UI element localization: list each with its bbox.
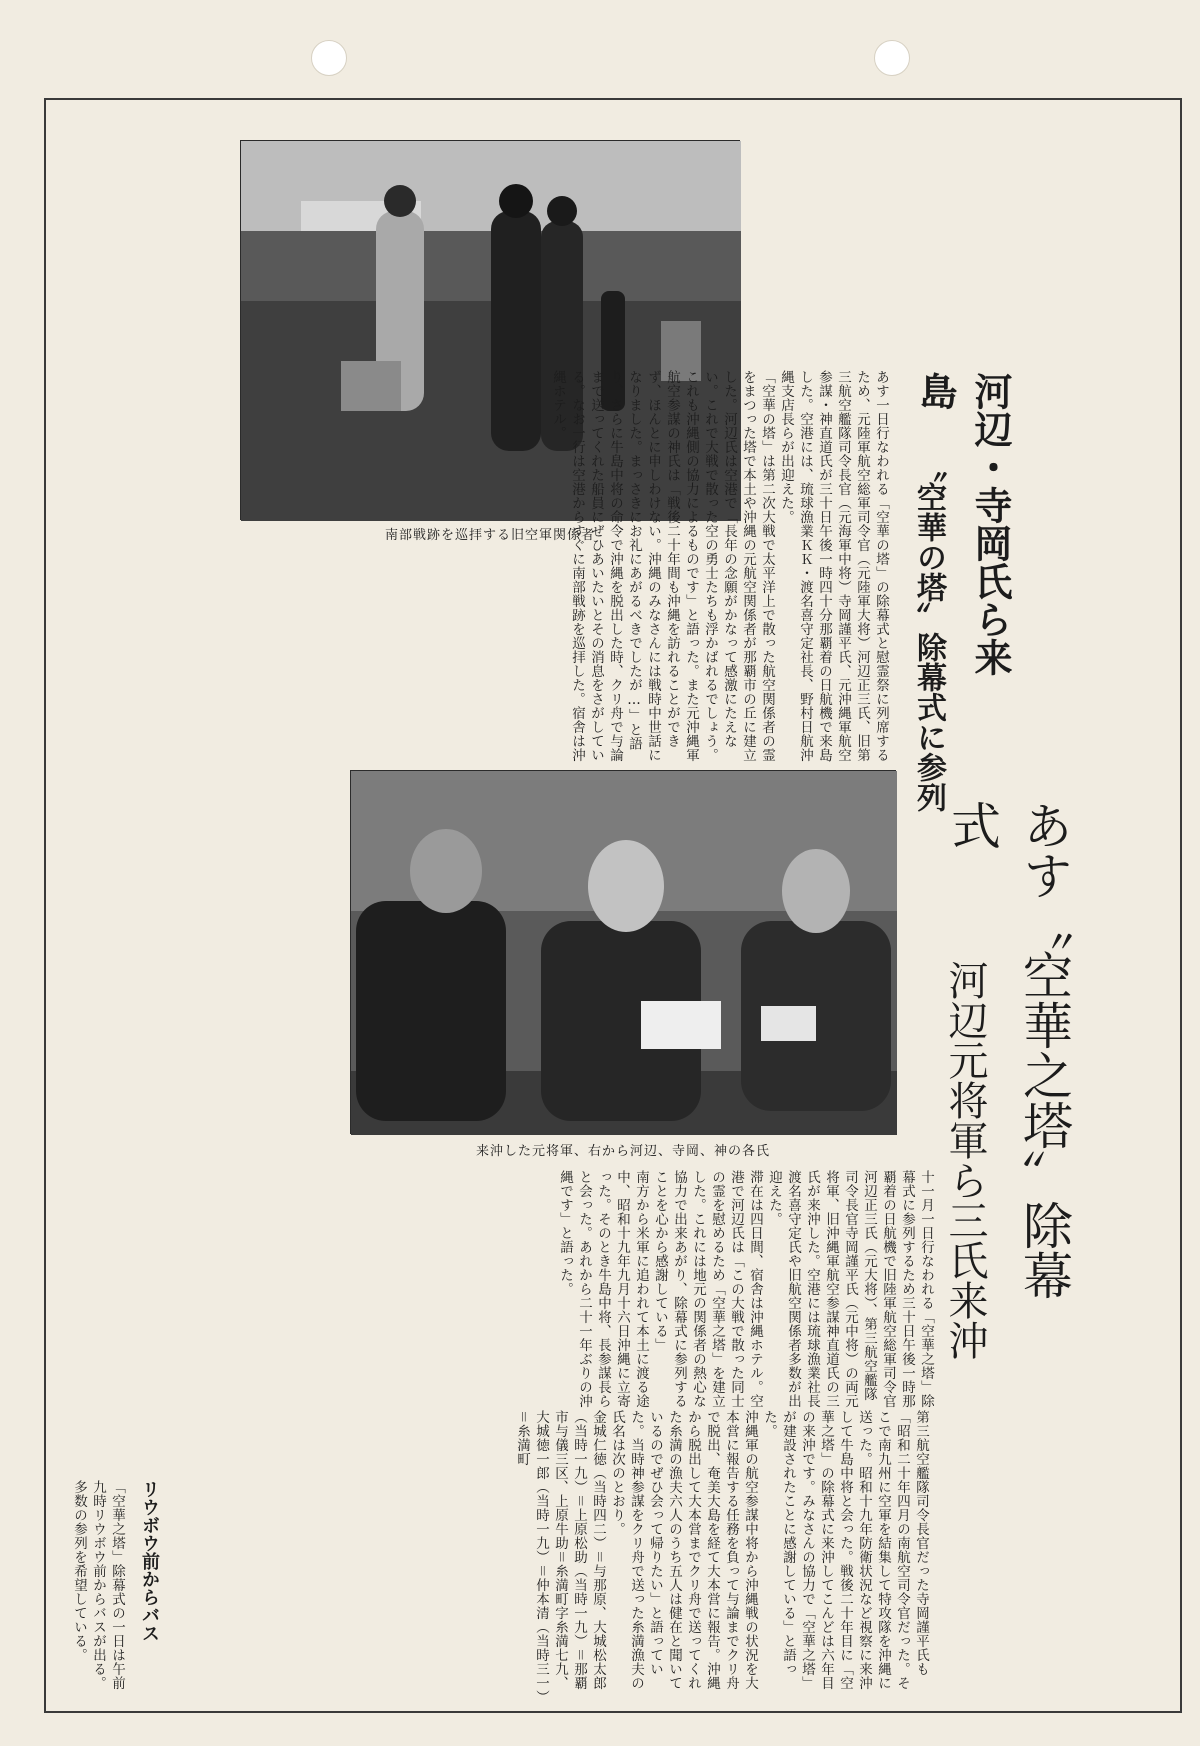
article1-body: あす一日行なわれる「空華の塔」の除幕式と慰霊祭に列席するため、元陸軍航空総軍司令官（元陸軍大将）河辺正三氏、旧第三航空艦隊司令長官（元海軍中将）寺岡謹平氏、元沖縄軍航空参謀・神直道氏が三十日午後一時四十分那覇着の日航機で来島した。空港には、琉球漁業ＫＫ・渡名喜守定社長、野村日航沖縄支店長らが出迎えた。 「空華の塔」は第二次大戦で太平洋上で散った航空関係者の霊をまつった塔で本土や沖縄の元航空関係者が那覇市の丘に建立した。河辺氏は空港で「長年の念願がかなって感激にたえない。これで大戦で散った空の勇士たちも浮かばれるでしょう。これも沖縄側の協力によるものです」と語った。また元沖縄軍航空参謀の神氏は「戦後二十年間も沖縄を訪れることができず、ほんとに申しわけない。沖縄のみなさんには戦時中世話になりました。まっさきにお礼にあがるべきでしたが…」と語り、さらに牛島中将の命令で沖縄を脱出した時、クリ舟で与論まで送ってくれた船員にぜひあいたいとその消息をさがしている。なお一行は空港からすぐに南部戦跡を巡拝した。宿舎は沖縄ホテル。 xyxy=(550,370,889,762)
punch-hole-right xyxy=(874,40,910,76)
photo2-caption: 来沖した元将軍、右から河辺、寺岡、神の各氏 xyxy=(475,1144,770,1159)
article2-body-upper: 十一月一日行なわれる「空華之塔」除幕式に参列するため三十日午後一時那覇着の日航機で旧陸軍航空総軍司令官河辺正三氏（元大将）、第三航空艦隊司令長官寺岡謹平氏（元中将）の両元将軍、旧沖縄軍航空参謀神直道氏の三氏が来沖した。空港には琉球漁業社長渡名喜守定氏や旧航空関係者多数が出迎えた。 滞在は四日間、宿舎は沖縄ホテル。空港で河辺氏は「この大戦で散った同士の霊を慰めるため「空華之塔」を建立した。これには地元の関係者の熱心な協力で出来あがり、除幕式に参列することを心から感謝している」 南方から米軍に追われて本土に渡る途中、昭和十九年九月十六日沖縄に立寄った。そのとき牛島中将、長参謀長らと会った。あれから二十一年ぶりの沖縄です」と語った。 xyxy=(557,1170,934,1408)
photo-former-generals xyxy=(350,770,896,1134)
article1-subheadline: 〝空華の塔〟除幕式に参列 xyxy=(911,452,946,812)
photo1-caption: 南部戦跡を巡拝する旧空軍関係者 xyxy=(384,528,595,543)
bus-notice-body: 「空華之塔」除幕式の一日は午前九時リウボウ前からバスが出る。多数の参列を希望している。 xyxy=(71,1480,125,1690)
photo-generals-image xyxy=(351,771,897,1135)
bus-notice-headline: リウボウ前からバス xyxy=(139,1480,160,1642)
article2-body-lower: 第三航空艦隊司令長官だった寺岡謹平氏も「昭和二十年四月の南航空司令官だった。そこで南九州に空軍を結集して特攻隊を沖縄に送った。昭和十九年防衛状況など視察に来沖して牛島中将と会った。戦後二十年目に「空華之塔」の除幕式に来沖してこんどは六年目の来沖です。みなさんの協力で「空華之塔」が建設されたことに感謝している」と語った。 沖縄軍の航空参謀中将から沖縄戦の状況を大本営に報告する任務を負って与論までクリ舟で脱出、奄美大島を経て大本営に報告。沖縄から脱出して大本営までクリ舟で送ってくれた糸満の漁夫六人のうち五人は健在と聞いているのでぜひ会って帰りたい」と語っていた。当時神参謀をクリ舟で送った糸満漁夫の氏名は次のとおり。 金城仁徳（当時四二）＝与那原、大城松太郎（当時一九）＝上原松助（当時一九）＝那覇市与儀三区、上原牛助＝糸満町字糸満七九、大城徳一郎（当時一九）＝仲本清（当時三一）＝糸満町 xyxy=(514,1410,929,1698)
article2-headline: あす〝空華之塔〟除幕式 xyxy=(943,800,1073,1300)
article1-headline: 河辺・寺岡氏ら来島 xyxy=(913,372,1013,676)
punch-hole-left xyxy=(311,40,347,76)
article2-subheadline: 河辺元将軍ら三氏来沖 xyxy=(942,960,988,1360)
